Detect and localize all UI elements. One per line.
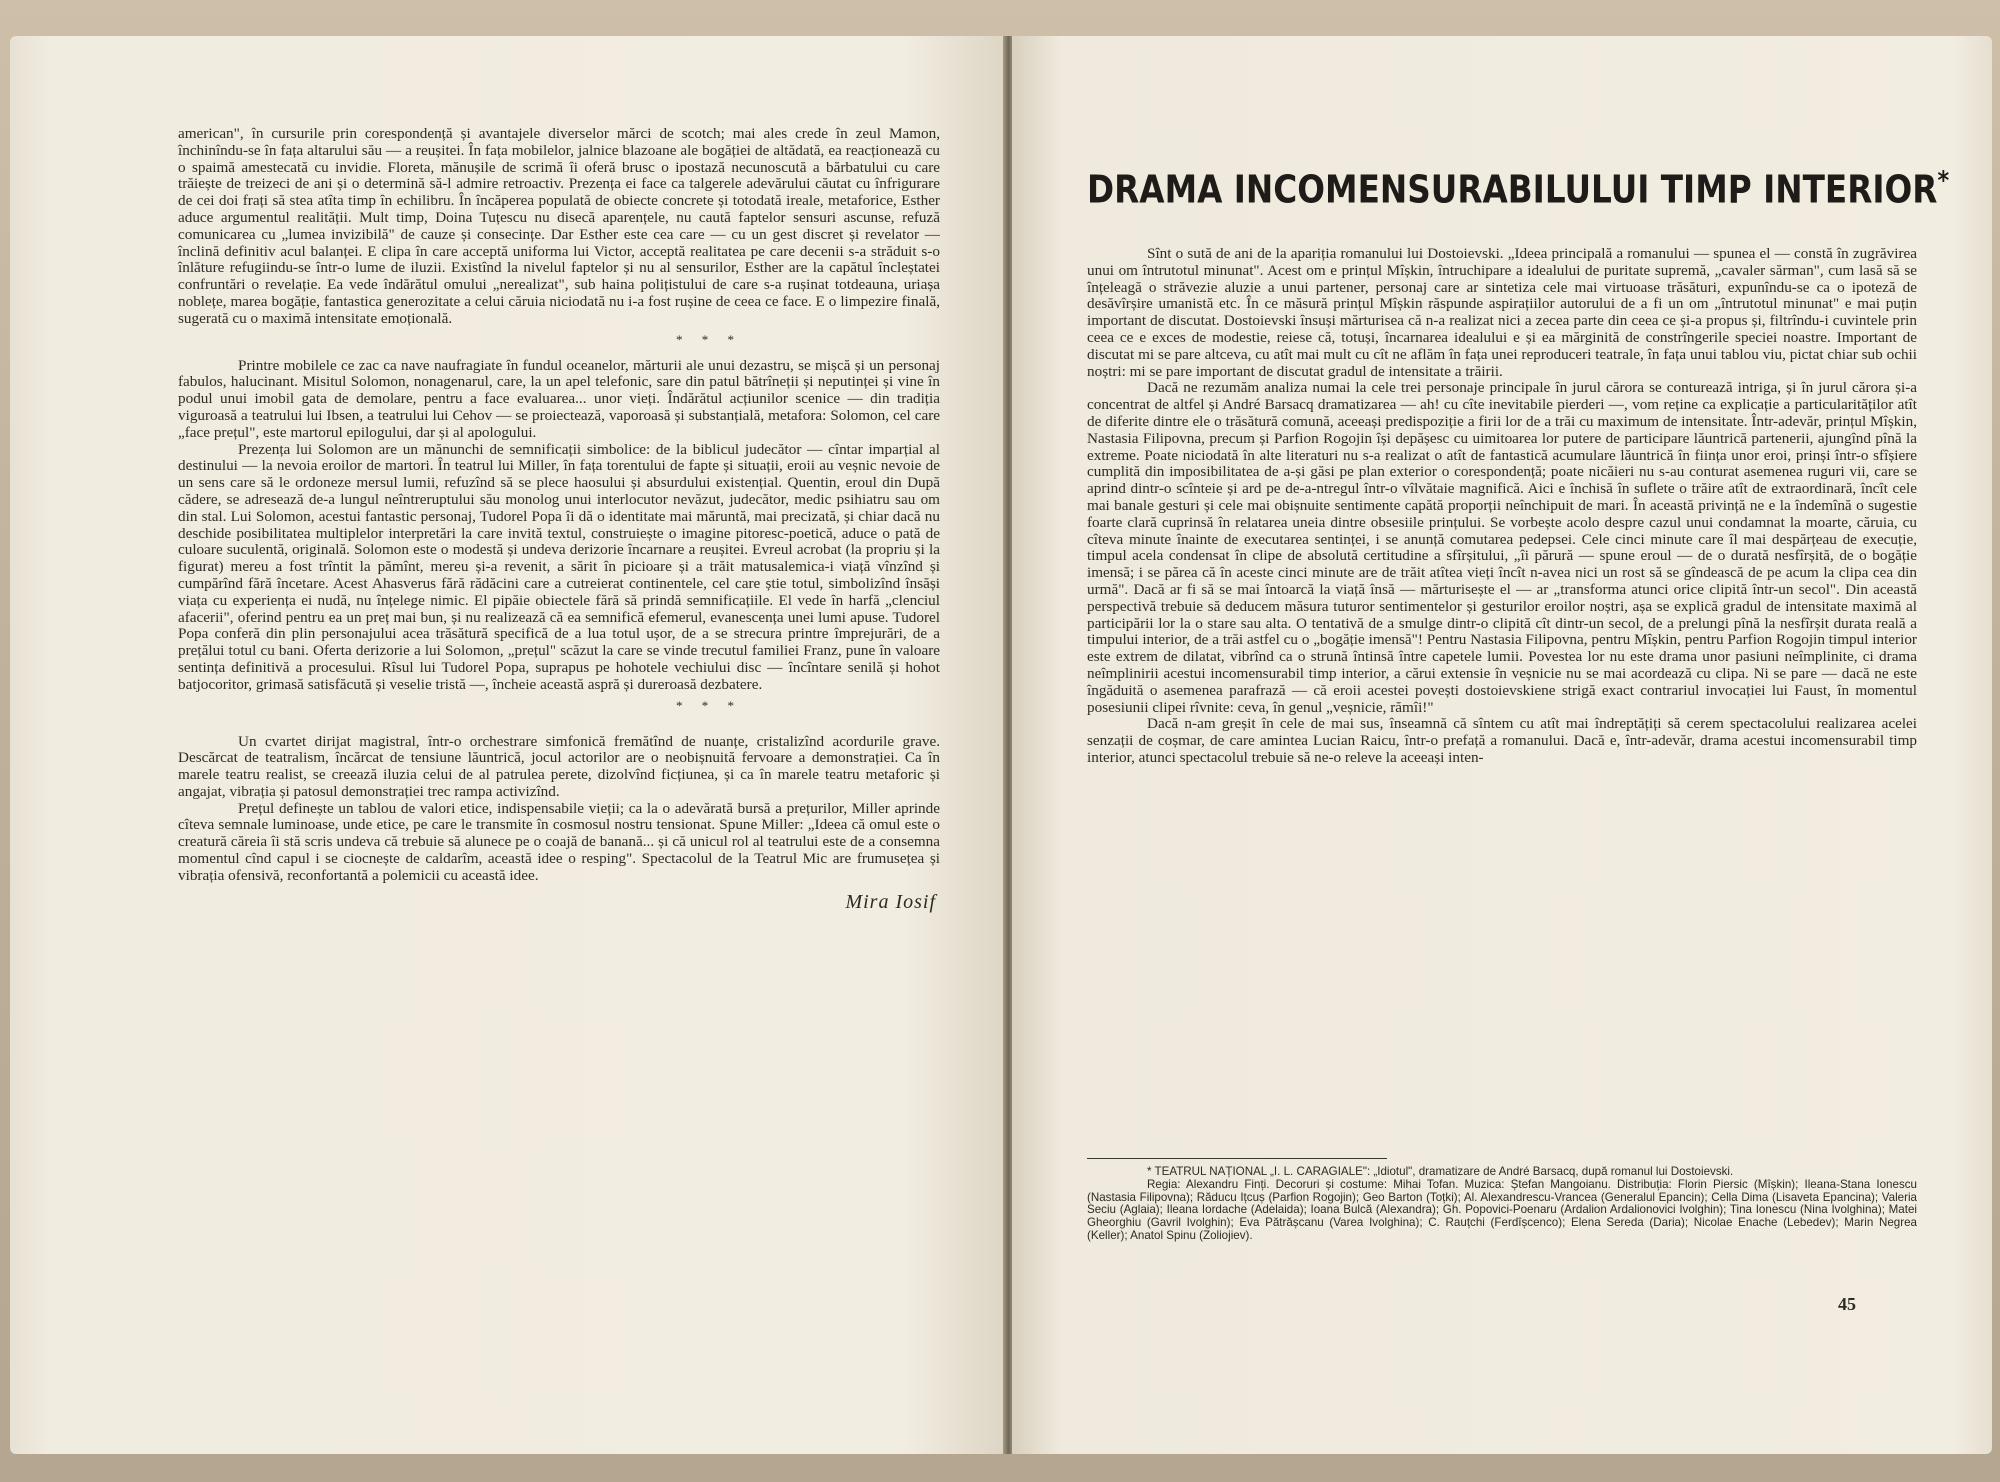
left-paragraph-5: Prețul definește un tablou de valori etice, indispensabile vieții; ca la o adevărată bursă a prețurilor, Miller aprinde cîteva semnale luminoase, unde etice, pe care le transmite în cosmosul nostru tensionat. Spune Miller: „Ideea că omul este o creatură căreia îi stă scris undeva că trebuie să alunece pe o coajă de banană... și că unicul rol al teatrului este de a consemna momentul cînd capul i se ciocnește de caldarîm, această idee o resping". Spectacolul de la Teatrul Mic are frumusețea și vibrația ofensivă, reconfortantă a polemicii cu această idee. bbox=[178, 799, 940, 884]
article-title bbox=[1087, 166, 1950, 212]
article-title-text: DRAMA INCOMENSURABILULUI TIMP INTERIOR bbox=[1087, 167, 1938, 212]
left-page bbox=[10, 36, 1005, 1454]
left-text-column bbox=[178, 126, 940, 914]
left-paragraph-3: Prezența lui Solomon are un mănunchi de semnificații simbolice: de la biblicul judecător — cîntar imparțial al destinului — la nevoia eroilor de martori. În teatrul lui Miller, în fața torentului de fapte și situații, eroii au veșnic nevoie de un sens care să le ordoneze mersul lumii, refuzînd să se plece haosului și absurdului existențial. Quentin, eroul din După cădere, se adresează de-a lungul neîntreruptului său monolog unui interlocutor nevăzut, judecător, medic psihiatru sau om din stal. Lui Solomon, acestui fantastic personaj, Tudorel Popa îi dă o identitate mai măruntă, mai precizată, și chiar dacă nu deschide posibilitatea multiplelor interpretări la care invită textul, construiește o imagine pitoresc-poetică, aduce o pată de culoare suculentă, originală. Solomon este o modestă și undeva derizorie încarnare a reușitei. Evreul acrobat (la propriu și la figurat) mereu a fost trîntit la pămînt, mereu și-a revenit, a sărit în picioare și a trăit matusalemica-i viață vînzînd și cumpărînd fără încetare. Acest Ahasverus fără rădăcini care a cutreierat continentele, cel care știe totul, simbolizînd însăși viața cu experiența ei nudă, nu înțelege nimic. El pipăie obiectele fără să prindă semnificațiile. El vede în harfă „clenciul afacerii", oferind pentru ea un preț mai bun, și nu realizează că ea semnifică efemerul, evanescența unei lumi apuse. Tudorel Popa conferă din plin personajului acea trăsătură specifică de a lua totul ușor, de a se strecura printre împrejurări, de a prețălui totul cu bani. Oferta derizorie a lui Solomon, „prețul" scăzut la care se vinde trecutul familiei Franz, pune în valoare sentința definitivă a procesului. Rîsul lui Tudorel Popa, suprapus pe hohotele vechiului disc — încîntare senilă și hohot batjocoritor, grimasă satisfăcută și veselie tristă —, încheie această aspră și dureroasă dezbatere. bbox=[178, 440, 940, 693]
footnote bbox=[1087, 1166, 1917, 1243]
page-number: 45 bbox=[1838, 1294, 1856, 1314]
left-paragraph-4: Un cvartet dirijat magistral, într-o orchestrare simfonică fremătînd de nuanțe, cristalizînd acordurile grave. Descărcat de teatralism, încărcat de tensiune lăuntrică, jocul actorilor are o neobișnuită fervoare a demonstrației. Ca în marele teatru realist, se creează iluzia celui de al patrulea perete, dizolvînd ficțiunea, și ca în marele teatru metaforic și angajat, vibrația și patosul demonstrației trec rampa activizînd. bbox=[178, 732, 940, 800]
left-paragraph-2: Printre mobilele ce zac ca nave naufragiate în fundul oceanelor, mărturii ale unui dezastru, se mișcă și un personaj fabulos, halucinant. Misitul Solomon, nonagenarul, care, la un apel telefonic, sare din patul bătrîneții și neputinței și vine în podul unui imobil gata de demolare, pentru a face evaluarea... unor vieți. Îndărătul acțiunilor scenice — din tradiția viguroasă a teatrului lui Ibsen, a teatrului lui Cehov — se proiectează, vaporoasă și substanțială, metafora: Solomon, cel care „face prețul", este martorul epilogului, dar și al apologului. bbox=[178, 356, 940, 441]
author-signature: Mira Iosif bbox=[845, 890, 936, 913]
title-footnote-mark: * bbox=[1937, 166, 1950, 196]
section-separator-1: * * * bbox=[676, 331, 742, 347]
right-paragraph-1: Sînt o sută de ani de la apariția romanului lui Dostoievski. „Ideea principală a romanului — spunea el — constă în zugrăvirea unui om întrutotul minunat". Acest om e prințul Mîșkin, întruchipare a idealului de puritate supremă, „cavaler sărman", cum lasă să se înțeleagă o străvezie aluzie a unui partener, personaj care ar sintetiza cele mai virtuoase trăsături, expunîndu-se ca o ipoteză de desăvîrșire umanistă etc. În ce măsură prințul Mîșkin răspunde aspirațiilor autorului de a fi un om „întrutotul minunat" e mai puțin important de discutat. Dostoievski însuși mărturisea că n-a realizat nici a zecea parte din ceea ce și-a propus și, filtrîndu-i cuvintele prin ceea ce e exces de modestie, reiese că, totuși, încarnarea idealului e și ea mărginită de constrîngerile speciei noastre. Important de discutat mi se pare altceva, cu atît mai mult cu cît ne aflăm în fața unei reproduceri teatrale, în fața unui tablou viu, pictat chiar sub ochii noștri: mi se pare important de discutat gradul de intensitate a trăirii. bbox=[1087, 245, 1917, 380]
section-separator-2: * * * bbox=[676, 697, 742, 713]
left-paragraph-1: american", în cursurile prin corespondență și avantajele diverselor mărci de scotch; mai ales crede în zeul Mamon, închinîndu-se în fața altarului său — a reușitei. În fața mobilelor, jalnice blazoane ale bogăției de altădată, ea reacționează cu o spaimă amestecată cu invidie. Floreta, mănușile de scrimă îi oferă brusc o ipostază necunoscută a bărbatului cu care trăiește de treizeci de ani și o determină să-l admire retroactiv. Prezența ei face ca talgerele adevărului căutat cu înfrigurare de cei doi frați să stea atîta timp în echilibru. În încăperea populată de obiecte concrete și totodată ireale, metaforice, Esther aduce argumentul realității. Mult timp, Doina Tuțescu nu disecă aparențele, nu caută faptelor sensuri ascunse, refuză comunicarea cu „lumea invizibilă" de cauze și consecințe. Dar Esther este cea care — cu un gest discret și revelator — înclină definitiv acul balanței. E clipa în care acceptă uniforma lui Victor, acceptă realitatea pe care decenii s-a străduit s-o înlăture refugiindu-se într-o lume de iluzii. Existînd la nivelul faptelor și nu al sensurilor, Esther are la capătul încleștatei confruntări o revelație. Ea vede îndărătul omului „nerealizat", sub haina polițistului de care s-a rușinat totdeauna, uriașa noblețe, marea bogăție, fantastica generozitate a celui căruia niciodată nu i-a fost rușine de ceea ce face. E o limpezire finală, sugerată cu o maximă intensitate emoțională. bbox=[178, 125, 940, 327]
footnote-line-2: Regia: Alexandru Finți. Decoruri și costume: Mihai Tofan. Muzica: Ștefan Mangoianu. Distribuția: Florin Piersic (Mîșkin); Ileana-Stana Ionescu (Nastasia Filipovna); Răducu Ițcuș (Parfion Rogojin); Geo Barton (Toțki); Al. Alexandrescu-Vrancea (Generalul Epancin); Cella Dima (Lisaveta Epancina); Valeria Seciu (Aglaia); Ileana Iordache (Adelaida); Ioana Bulcă (Alexandra); Gh. Popovici-Poenaru (Ardalion Ardalionovici Ivolghin); Tina Ionescu (Nina Ivolghina); Matei Gheorghiu (Gavril Ivolghin); Eva Pătrășcanu (Varea Ivolghina); C. Rauțchi (Ferdîșcenco); Elena Sereda (Daria); Nicolae Enache (Lebedev); Marin Negrea (Keller); Anatol Spinu (Zoliojiev). bbox=[1087, 1177, 1917, 1242]
footnote-rule bbox=[1087, 1158, 1387, 1159]
footnote-line-1: * TEATRUL NAȚIONAL „I. L. CARAGIALE": „Idiotul", dramatizare de André Barsacq, după romanul lui Dostoievski. bbox=[1147, 1165, 1734, 1178]
right-page bbox=[1012, 36, 1992, 1454]
right-text-column bbox=[1087, 246, 1917, 767]
right-paragraph-3: Dacă n-am greșit în cele de mai sus, înseamnă că sîntem cu atît mai îndreptățiți să cerem spectacolului realizarea acelei senzații de coșmar, de care amintea Lucian Raicu, într-o prefață a romanului. Dacă e, într-adevăr, drama acestui incomensurabil timp interior, atunci spectacolul trebuie să ne-o releve la aceeași inten- bbox=[1087, 715, 1917, 766]
right-paragraph-2: Dacă ne rezumăm analiza numai la cele trei personaje principale în jurul cărora se conturează intriga, și în jurul cărora și-a concentrat de altfel și André Barsacq dramatizarea — ah! cu cîte inevitabile pierderi —, vom reține ca explicație a particularităților atît de diferite dintre ele o trăsătură comună, aceeași predispoziție a firii lor de a trăi cu maximum de intensitate. Într-adevăr, prințul Mîșkin, Nastasia Filipovna, precum și Parfion Rogojin își depășesc cu uimitoarea lor putere de participare lăuntrică partenerii, ajungînd pînă la extreme. Poate niciodată în alte literaturi nu s-a realizat o atît de fantastică acumulare lăuntrică în ființa unor eroi, prinși într-o sfîșiere cumplită din imposibilitatea de a-și găsi pe plan exterior o corespondență; poate nicăieri nu s-au conturat asemenea ruguri vii, care se aprind dintr-o scînteie și ard pe de-a-ntregul într-o vîlvătaie magnifică. Aici e închisă în suflete o trăire atît de extraordinară, încît cele mai banale gesturi și cele mai obișnuite sentimente capătă proporții neînchipuit de mari. În această privință ne e la îndemînă o sugestie foarte clară cuprinsă în relatarea uneia dintre obsesiile prințului. Se vorbește acolo despre cazul unui condamnat la moarte, căruia, cu cîteva minute înainte de executarea sentinței, i se anunță comutarea pedepsei. Cele cinci minute care îl mai despărțeau de execuție, timpul acela condensat în clipe de absolută certitudine a sfîrșitului, „îi părură — spune eroul — de o durată nesfîrșită, de o bogăție imensă; i se părea că în aceste cinci minute are de trăit atîtea vieți încît n-avea nici un rost să se gîndească de pe acum la clipa cea din urmă". Dacă ar fi să se mai întoarcă la viață însă — mărturisește el — ar „transforma atunci orice clipită într-un secol". Din această perspectivă trebuie să deducem măsura tuturor sentimentelor și gesturilor eroilor noștri, așa se explică gradul de intensitate maximă al participării lor la o stare sau alta. O tentativă de a smulge dintr-o clipită cît dintr-un secol, de a prelungi pînă la nesfîrșit durata reală a timpului interior, de a trăi astfel cu o „bogăție imensă"! Pentru Nastasia Filipovna, pentru Mîșkin, pentru Parfion Rogojin timpul interior este extrem de dilatat, vibrînd ca o strună întinsă între capetele lumii. Povestea lor nu este drama unor pasiuni neîmplinite, ci drama neîmplinirii acestui incomensurabil timp interior, a cărui extensie în veșnicie nu se mai acordează cu clipa. Ni se pare — dacă ne este îngăduită o asemenea parafrază — că eroii acestei povești dostoievskiene strigă exact contrariul invocației lui Faust, în momentul posesiunii clipei rîvnite: ceva, în genul „veșnicie, rămîi!" bbox=[1087, 379, 1917, 716]
